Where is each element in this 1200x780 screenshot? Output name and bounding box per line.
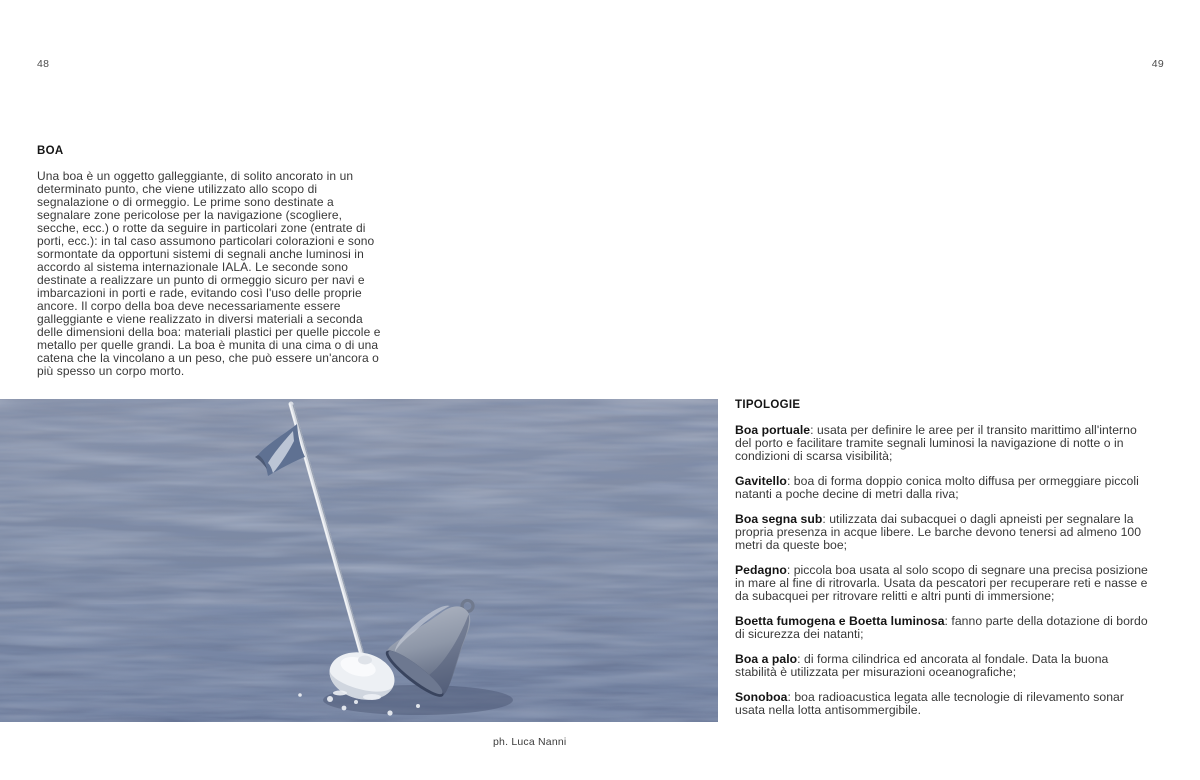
buoy-photo [0,399,718,722]
page-number-right: 49 [1151,58,1164,70]
photo-caption: ph. Luca Nanni [493,736,567,748]
typology-entry-boetta [735,615,1150,641]
typology-term: Boa a palo [735,652,798,666]
typology-entry-gavitello [735,475,1150,501]
typology-term: Boa segna sub [735,512,823,526]
typology-definition: : usata per definire le aree per il transito marittimo all'interno del porto e facilitare tramite segnali luminosi la navigazione di notte o in condizioni di scarsa visibilità; [735,423,1137,463]
typology-definition: : fanno parte della dotazione di bordo di sicurezza dei natanti; [735,614,1148,641]
typology-term: Boetta fumogena e Boetta luminosa [735,614,945,628]
typology-definition: : boa radioacustica legata alle tecnologie di rilevamento sonar usata nella lotta antisommergibile. [735,690,1124,717]
typologies-section [735,399,1150,729]
typology-definition: : utilizzata dai subacquei o dagli apneisti per segnalare la propria presenza in acque libere. Le barche devono tenersi ad almeno 100 metri da queste boe; [735,512,1142,552]
pole-collar [358,656,372,665]
typology-entry-pedagno [735,564,1150,603]
typologies-title: TIPOLOGIE [735,399,801,411]
typology-entry-boa-portuale [735,424,1150,463]
buoy-photo-illustration [0,399,718,722]
page-number-left: 48 [37,58,50,70]
typology-term: Sonoboa [735,690,788,704]
article-boa [37,145,385,378]
typology-definition: : di forma cilindrica ed ancorata al fondale. Data la buona stabilità è utilizzata per misurazioni oceanografiche; [735,652,1109,679]
typology-term: Pedagno [735,563,787,577]
typology-term: Gavitello [735,474,787,488]
typology-entry-boa-a-palo [735,653,1150,679]
typology-term: Boa portuale [735,423,811,437]
article-body-text: Una boa è un oggetto galleggiante, di solito ancorato in un determinato punto, che viene utilizzato allo scopo di segnalazione o di ormeggio. Le prime sono destinate a segnalare zone pericolose per la navigazione (scogliere, secche, ecc.) o rotte da seguire in particolari zone (entrate di porti, ecc.): in tal caso assumono particolari colorazioni e sono sormontate da opportuni sistemi di segnali anche luminosi in accordo al sistema internazionale IALA. Le seconde sono destinate a realizzare un punto di ormeggio sicuro per navi e imbarcazioni in porti e rade, evitando così l'uso delle proprie ancore. Il corpo della boa deve necessariamente essere galleggiante e viene realizzato in diversi materiali a seconda delle dimensioni della boa: materiali plastici per quelle piccole e metallo per quelle grandi. La boa è munita di una cima o di una catena che la vincolano a un peso, che può essere un'ancora o più spesso un corpo morto. [37,169,381,378]
article-title: BOA [37,145,64,157]
typology-entry-boa-segna-sub [735,513,1150,552]
typology-entry-sonoboa [735,691,1150,717]
typology-definition: : piccola boa usata al solo scopo di segnare una precisa posizione in mare al fine di ritrovarla. Usata da pescatori per recuperare reti e nasse e da subacquei per ritrovare relitti e altri punti di immersione; [735,563,1148,603]
typology-definition: : boa di forma doppio conica molto diffusa per ormeggiare piccoli natanti a poche decine di metri dalla riva; [735,474,1139,501]
